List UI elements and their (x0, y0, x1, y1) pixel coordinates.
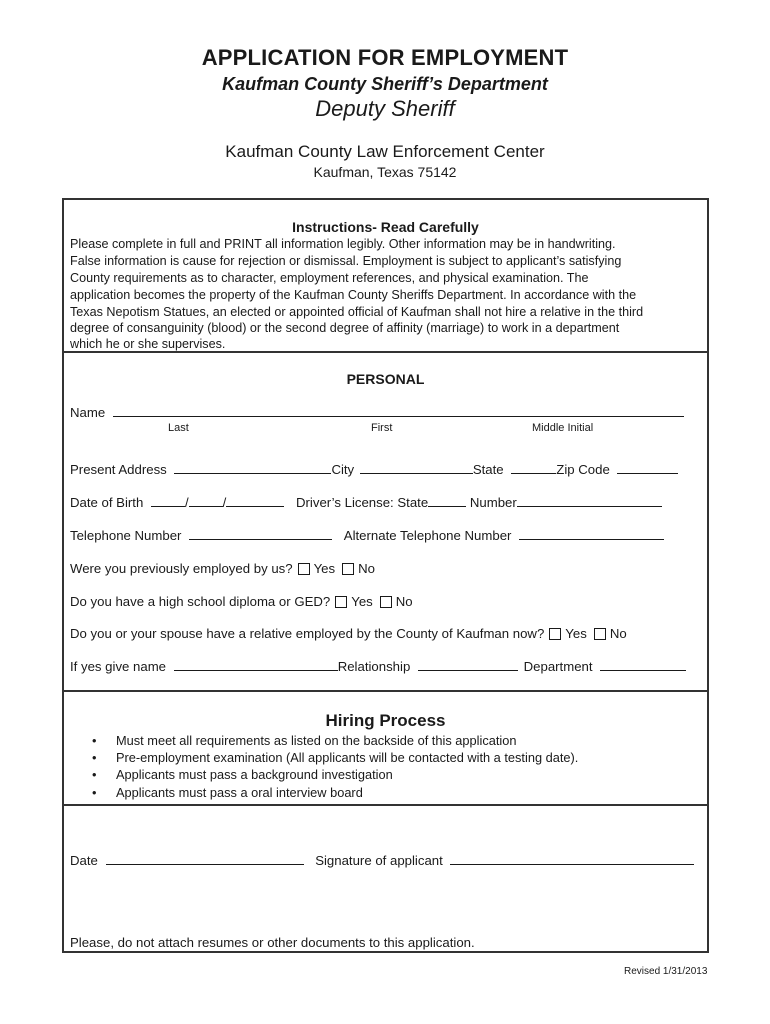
previous-yes-checkbox[interactable] (298, 563, 310, 575)
city-field[interactable] (360, 462, 473, 474)
diploma-yes-checkbox[interactable] (335, 596, 347, 608)
list-item-text: Must meet all requirements as listed on the backside of this application (116, 733, 517, 748)
instructions-line: application becomes the property of the Kaufman County Sheriffs Department. In accordance with the (70, 288, 637, 302)
name-label: Name (70, 405, 106, 420)
dob-row (70, 495, 662, 510)
section-divider (62, 690, 709, 692)
address-label: Present Address (70, 462, 167, 477)
state-label: State (472, 462, 504, 477)
date-field[interactable] (106, 853, 304, 865)
name-first-caption: First (371, 422, 393, 434)
relative-row (70, 626, 627, 641)
relative-no-checkbox[interactable] (594, 628, 606, 640)
diploma-row (70, 594, 413, 609)
footer-note: Please, do not attach resumes or other documents to this application. (70, 935, 475, 950)
diploma-no-checkbox[interactable] (380, 596, 392, 608)
previous-employment-question: Were you previously employed by us? (70, 561, 293, 576)
form-title: APPLICATION FOR EMPLOYMENT (201, 45, 569, 70)
dob-year-field[interactable] (226, 495, 284, 507)
yes-label: Yes (351, 594, 373, 609)
dl-state-label: Driver’s License: State (296, 495, 429, 510)
give-name-label: If yes give name (70, 659, 167, 674)
dob-label: Date of Birth (70, 495, 144, 510)
instructions-line: which he or she supervises. (70, 337, 226, 351)
state-field[interactable] (511, 462, 556, 474)
yes-label: Yes (313, 561, 336, 576)
bullet: • (92, 750, 97, 765)
signature-label: Signature of applicant (315, 853, 443, 868)
previous-no-checkbox[interactable] (342, 563, 354, 575)
name-middle-caption: Middle Initial (532, 422, 594, 434)
phone-row (70, 528, 664, 543)
list-item (92, 733, 516, 748)
relative-name-field[interactable] (174, 659, 338, 671)
location-name: Kaufman County Law Enforcement Center (225, 142, 545, 161)
instructions-title: Instructions- Read Carefully (292, 219, 479, 235)
section-divider (62, 804, 709, 806)
instructions-line: Texas Nepotism Statues, an elected or appointed official of Kaufman shall not hire a relative in the third (70, 305, 644, 319)
diploma-question: Do you have a high school diploma or GED? (70, 594, 331, 609)
list-item-text: Applicants must pass a oral interview board (116, 785, 363, 800)
relative-question: Do you or your spouse have a relative employed by the County of Kaufman now? (70, 626, 545, 641)
department-label: Department (523, 659, 593, 674)
name-row (70, 405, 684, 420)
list-item-text: Applicants must pass a background investigation (116, 767, 393, 782)
department-field[interactable] (600, 659, 686, 671)
instructions-line: County requirements as to character, employment references, and physical examination. The (70, 271, 589, 285)
personal-section-title: PERSONAL (346, 371, 425, 387)
dl-number-label: Number (469, 495, 517, 510)
dl-state-field[interactable] (428, 495, 466, 507)
revision-date: Revised 1/31/2013 (624, 966, 708, 977)
position-title: Deputy Sheriff (315, 96, 455, 121)
alt-phone-field[interactable] (519, 528, 664, 540)
department-name: Kaufman County Sheriff’s Department (222, 74, 548, 94)
yes-label: Yes (565, 626, 587, 641)
bullet: • (92, 767, 97, 782)
zip-label: Zip Code (556, 462, 610, 477)
list-item-text: Pre-employment examination (All applicants will be contacted with a testing date). (116, 750, 579, 765)
bullet: • (92, 785, 97, 800)
signature-row (70, 853, 694, 868)
relative-yes-checkbox[interactable] (549, 628, 561, 640)
alt-phone-label: Alternate Telephone Number (343, 528, 512, 543)
relationship-field[interactable] (418, 659, 518, 671)
dob-day-field[interactable] (189, 495, 223, 507)
dob-month-field[interactable] (151, 495, 185, 507)
zip-field[interactable] (617, 462, 678, 474)
instructions-line: False information is cause for rejection or dismissal. Employment is subject to applicant’s satisfying (70, 254, 622, 268)
dob-separator: / (184, 495, 189, 510)
name-field[interactable] (113, 405, 684, 417)
dl-number-field[interactable] (517, 495, 662, 507)
address-field[interactable] (174, 462, 331, 474)
name-last-caption: Last (168, 422, 189, 434)
dob-separator: / (222, 495, 227, 510)
bullet: • (92, 733, 97, 748)
location-city: Kaufman, Texas 75142 (313, 164, 457, 180)
city-label: City (331, 462, 355, 477)
phone-label: Telephone Number (70, 528, 182, 543)
previous-employment-row (70, 561, 375, 576)
address-row (70, 462, 678, 477)
list-item (92, 785, 363, 800)
list-item (92, 767, 393, 782)
instructions-line: Please complete in full and PRINT all information legibly. Other information may be in handwriting. (70, 237, 616, 251)
hiring-process-title: Hiring Process (325, 711, 446, 730)
no-label: No (358, 561, 375, 576)
date-label: Date (70, 853, 98, 868)
relative-details-row (70, 659, 686, 674)
relationship-label: Relationship (337, 659, 411, 674)
list-item (92, 750, 578, 765)
instructions-line: degree of consanguinity (blood) or the second degree of affinity (marriage) to work in a department (70, 321, 620, 335)
phone-field[interactable] (189, 528, 332, 540)
no-label: No (395, 594, 413, 609)
signature-field[interactable] (450, 853, 694, 865)
no-label: No (609, 626, 627, 641)
